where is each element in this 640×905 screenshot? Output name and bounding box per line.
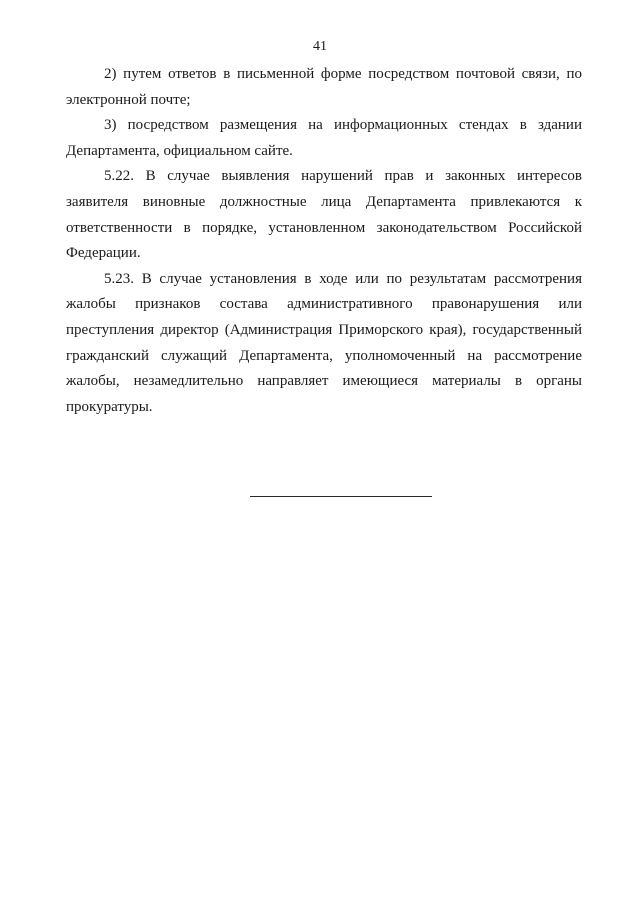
paragraph-5-23: 5.23. В случае установления в ходе или по результатам рассмотрения жалобы признаков состава административного правонарушения или преступления директор (Администрация Приморского края), государственный гражданский служащий Департамента, уполномоченный на рассмотрение жалобы, незамедлительно направляет имеющиеся материалы в органы прокуратуры.	[66, 270, 582, 415]
paragraph-5-22: 5.22. В случае выявления нарушений прав и законных интересов заявителя виновные должностные лица Департамента привлекаются к ответственности в порядке, установленном законодательством Российской Федерации.	[66, 168, 582, 262]
paragraph-delivery-by-mail: 2) путем ответов в письменной форме посредством почтовой связи, по электронной почте;	[66, 66, 582, 108]
page-number: 41	[313, 39, 327, 54]
end-of-document-rule	[250, 496, 432, 497]
paragraph-information-stands: 3) посредством размещения на информационных стендах в здании Департамента, официальном сайте.	[66, 117, 582, 159]
document-body	[66, 62, 582, 420]
